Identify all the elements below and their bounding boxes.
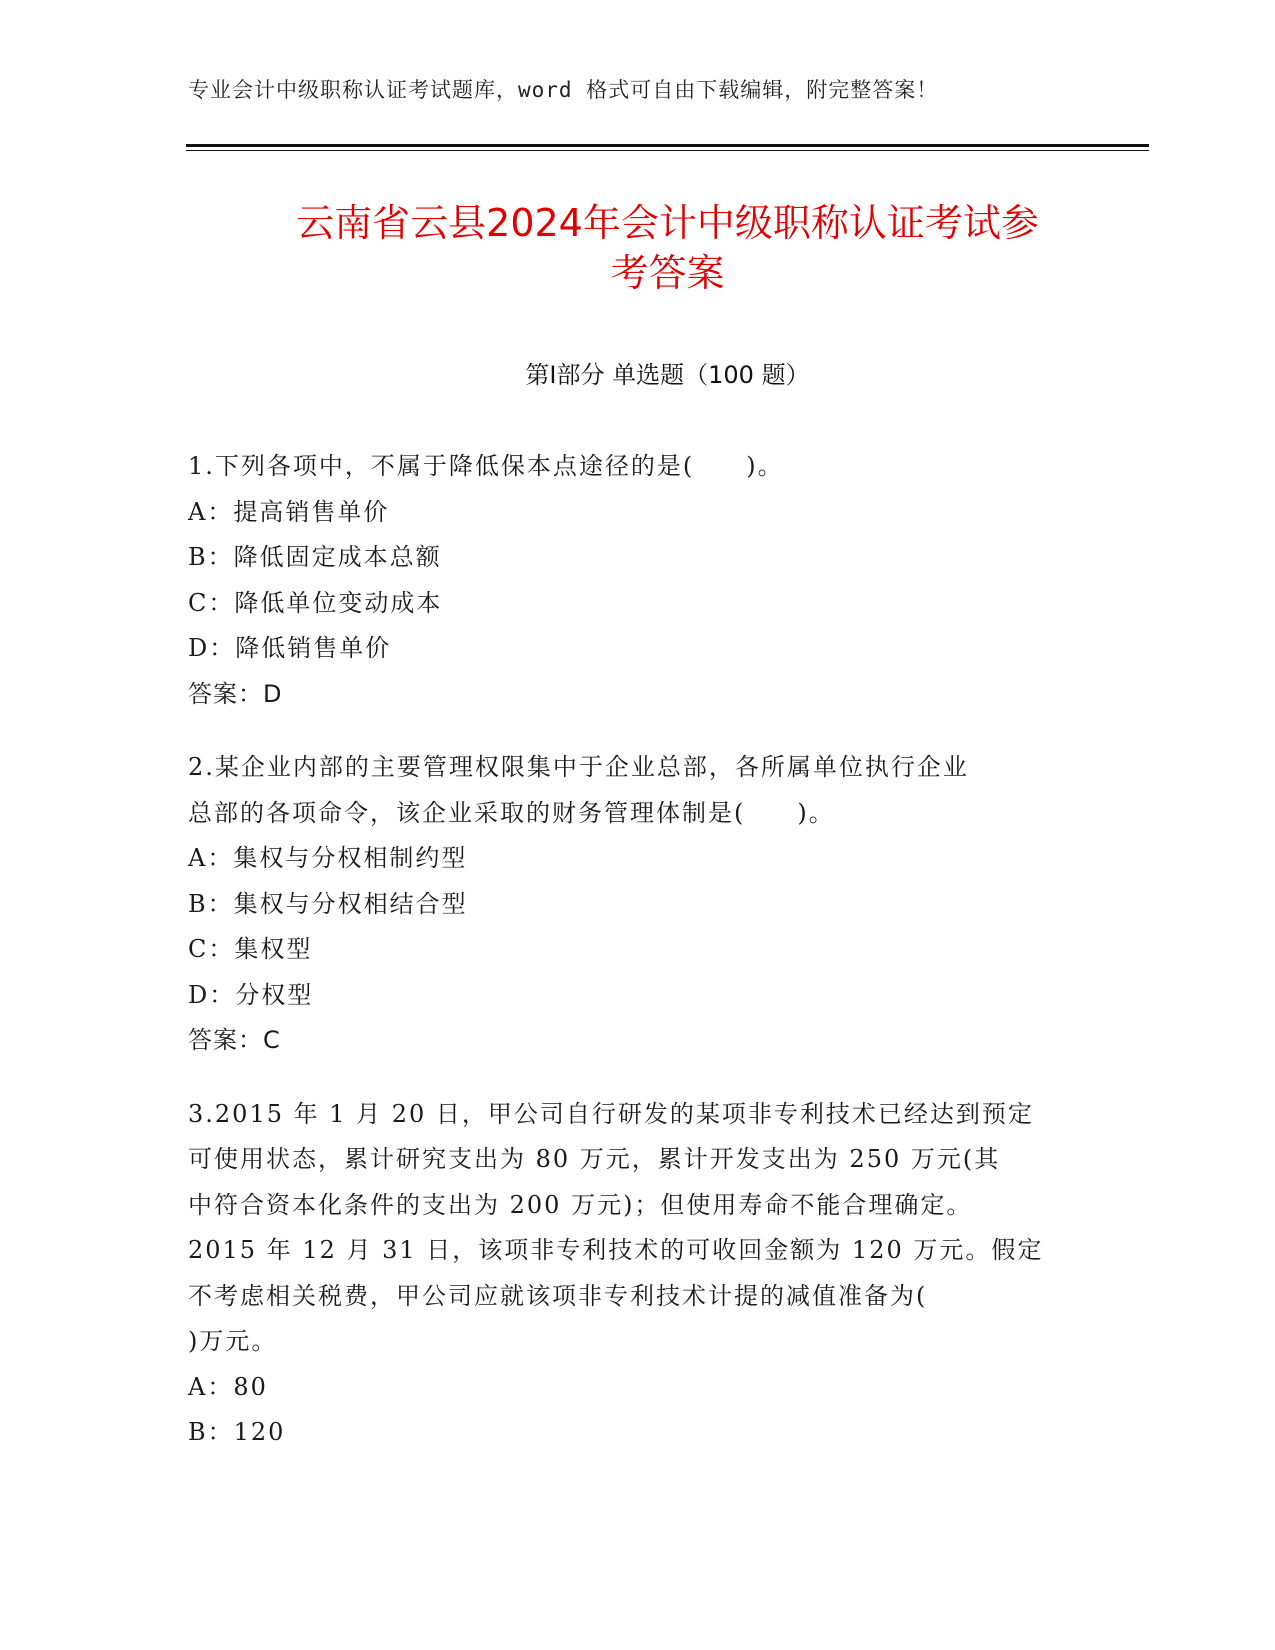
option-b: B：集权与分权相结合型 [188, 889, 468, 918]
header-rule-thin [186, 150, 1149, 151]
answer: 答案：C [188, 1026, 281, 1054]
question-stem-line: 中符合资本化条件的支出为 200 万元)；但使用寿命不能合理确定。 [188, 1190, 973, 1219]
question-stem-line: 1.下列各项中，不属于降低保本点途径的是( )。 [188, 452, 784, 480]
question-stem-line: )万元。 [188, 1327, 278, 1355]
option-d: D：分权型 [188, 980, 314, 1009]
question-3 [188, 1092, 1088, 1456]
question-stem-line: 总部的各项命令，该企业采取的财务管理体制是( )。 [188, 798, 835, 827]
question-stem-line: 2015 年 12 月 31 日，该项非专利技术的可收回金额为 120 万元。假定 [188, 1236, 1044, 1264]
option-c: C：降低单位变动成本 [188, 588, 443, 617]
question-stem-line: 2.某企业内部的主要管理权限集中于企业总部，各所属单位执行企业 [188, 753, 969, 781]
option-a: A：80 [188, 1372, 268, 1401]
header-note: 专业会计中级职称认证考试题库，word 格式可自由下载编辑，附完整答案！ [188, 78, 939, 102]
option-c: C：集权型 [188, 935, 313, 963]
question-list [188, 444, 1088, 1484]
header-rule-thick [186, 144, 1149, 147]
option-a: A：提高销售单价 [188, 497, 390, 526]
document-title-line-1: 云南省云县2024年会计中级职称认证考试参 [296, 201, 1039, 245]
option-a: A：集权与分权相制约型 [188, 844, 468, 872]
document-title-line-2: 考答案 [610, 251, 725, 295]
document-title [186, 198, 1149, 298]
question-stem-line: 3.2015 年 1 月 20 日，甲公司自行研发的某项非专利技术已经达到预定 [188, 1099, 1034, 1128]
question-stem-line: 可使用状态，累计研究支出为 80 万元，累计开发支出为 250 万元(其 [188, 1145, 1001, 1173]
option-b: B：120 [188, 1418, 286, 1446]
option-b: B：降低固定成本总额 [188, 543, 442, 571]
answer: 答案：D [188, 679, 283, 708]
question-2 [188, 745, 1088, 1064]
question-1 [188, 444, 1088, 717]
option-d: D：降低销售单价 [188, 634, 392, 662]
section-title: 第Ⅰ部分 单选题（100 题） [525, 361, 810, 389]
question-stem-line: 不考虑相关税费，甲公司应就该项非专利技术计提的减值准备为( [188, 1281, 928, 1310]
